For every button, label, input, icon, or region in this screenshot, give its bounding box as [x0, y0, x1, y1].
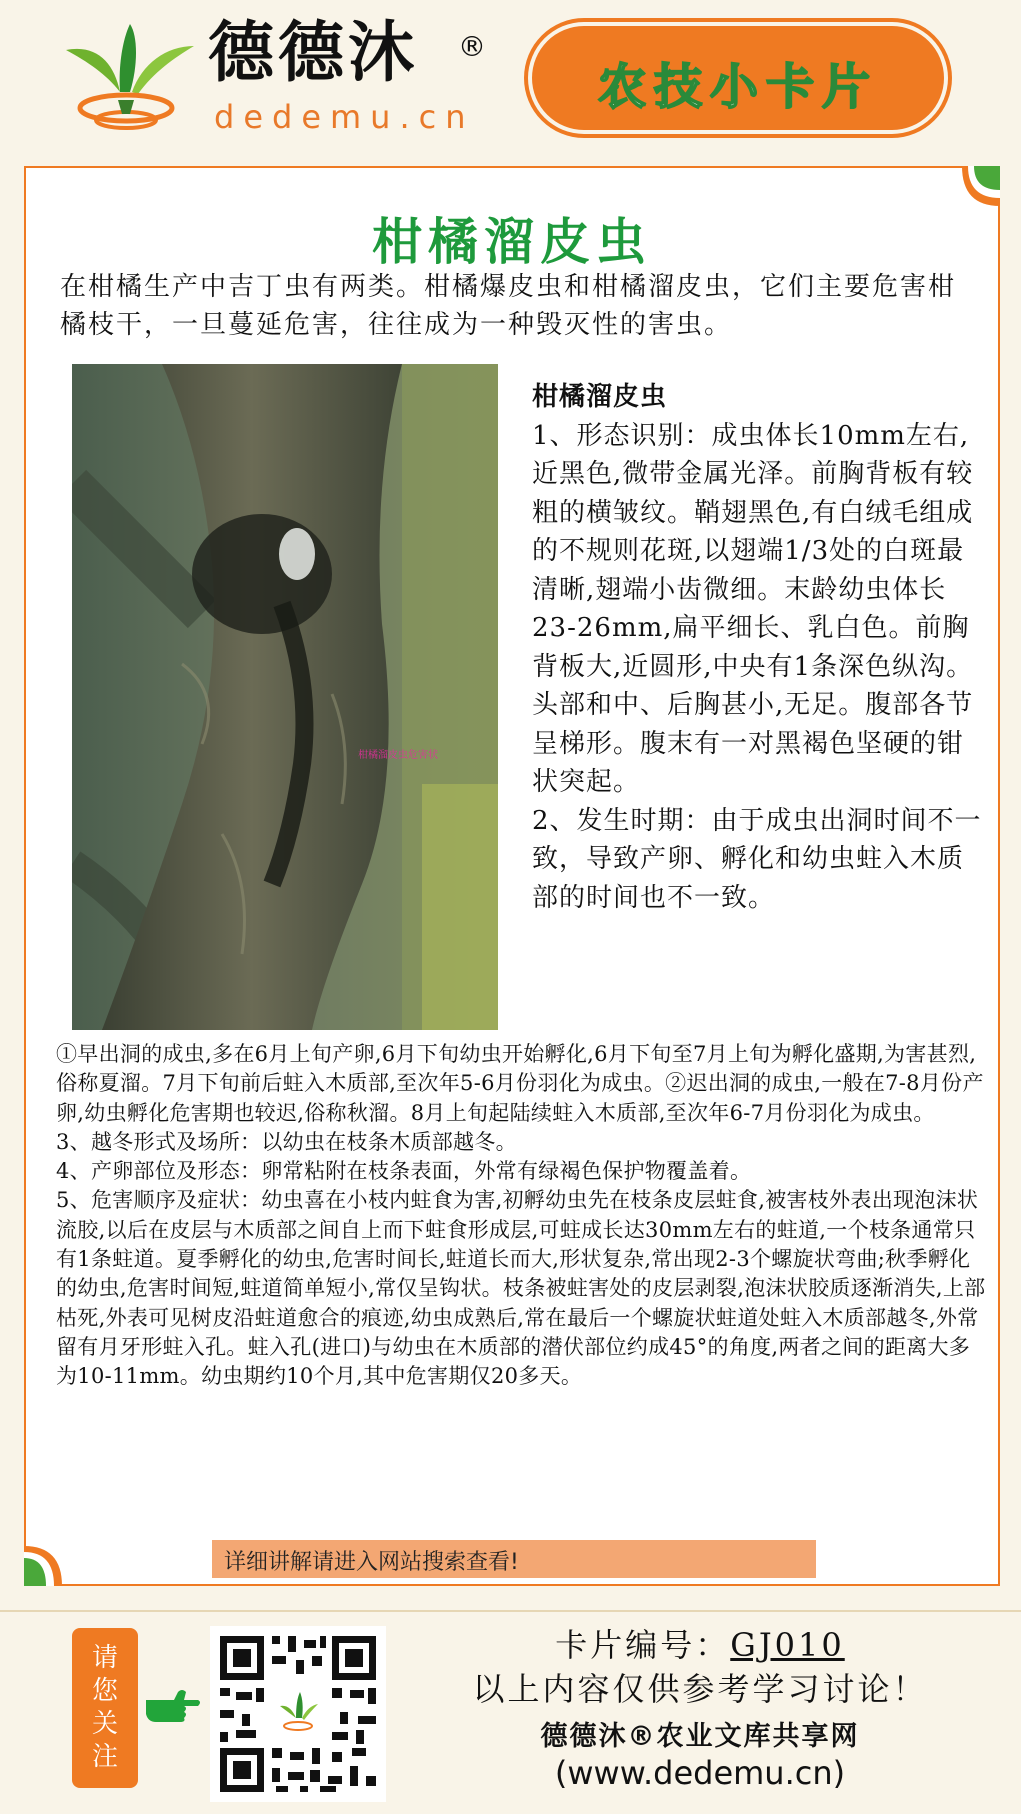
more-info-text: 详细讲解请进入网站搜索查看! — [224, 1550, 519, 1575]
page-title: 柑橘溜皮虫 — [372, 213, 652, 271]
body-paragraph: 5、危害顺序及症状：幼虫喜在小枝内蛀食为害,初孵幼虫先在枝条皮层蛀食,被害枝外表出现泡沫状流胶,以后在皮层与木质部之间自上而下蛀食形成层,可蛀成长达30mm左右的蛀道,一个枝条通常只有1条蛀道。夏季孵化的幼虫,危害时间长,蛀道长而大,形状复杂,常出现2-3个螺旋状弯曲;秋季孵化的幼虫,危害时间短,蛀道简单短小,常仅呈钩状。枝条被蛀害处的皮层剥裂,泡沫状胶质逐渐消失,上部枯死,外表可见树皮沿蛀道愈合的痕迹,幼虫成熟后,常在最后一个螺旋状蛀道处蛀入木质部越冬,外常留有月牙形蛀入孔。蛀入孔(进口)与幼虫在木质部的潜伏部位约成45°的角度,两者之间的距离大多为10-11mm。幼虫期约10个月,其中危害期仅20多天。 — [56, 1188, 986, 1389]
card-number-label: 卡片编号： — [555, 1626, 731, 1664]
badge-label: 农技小卡片 — [597, 59, 878, 115]
tree-trunk-photo — [72, 364, 498, 1030]
corner-decoration-icon — [24, 1540, 68, 1586]
follow-char: 请 — [91, 1643, 118, 1673]
content-card — [24, 166, 1000, 1586]
intro-text: 在柑橘生产中吉丁虫有两类。柑橘爆皮虫和柑橘溜皮虫，它们主要危害柑橘枝干，一旦蔓延危害，往往成为一种毁灭性的害虫。 — [60, 272, 957, 340]
follow-char: 注 — [91, 1742, 118, 1772]
tree-trunk-image — [72, 364, 498, 1030]
body-paragraph: ①早出洞的成虫,多在6月上旬产卵,6月下旬幼虫开始孵化,6月下旬至7月上旬为孵化盛期,为害甚烈,俗称夏溜。7月下旬前后蛀入木质部,至次年5-6月份羽化为成虫。②迟出洞的成虫,一般在7-8月份产卵,幼虫孵化危害期也较迟,俗称秋溜。8月上旬起陆续蛀入木质部,至次年6-7月份羽化为成虫。 — [56, 1042, 984, 1125]
body-paragraph: 3、越冬形式及场所：以幼虫在枝条木质部越冬。 — [56, 1129, 517, 1154]
follow-char: 关 — [91, 1709, 118, 1739]
photo-caption: 柑橘溜皮虫危害状 — [358, 750, 438, 761]
qr-code-icon[interactable] — [210, 1626, 386, 1802]
main-text — [56, 1040, 986, 1392]
follow-us-text — [72, 1642, 138, 1774]
site-url-link[interactable]: (www.dedemu.cn) — [554, 1754, 846, 1792]
registered-mark: ® — [458, 30, 486, 63]
body-paragraph: 4、产卵部位及形态：卵常粘附在枝条表面，外常有绿褐色保护物覆盖着。 — [56, 1159, 752, 1184]
card-number-value: GJ010 — [730, 1626, 845, 1664]
disclaimer-text: 以上内容仅供参考学习讨论！ — [472, 1670, 928, 1708]
pointing-hand-icon — [144, 1686, 202, 1726]
brand-url: dedemu.cn — [214, 98, 475, 136]
follow-us-tag — [72, 1628, 138, 1788]
site-name: 德德沐®农业文库共享网 — [540, 1721, 860, 1752]
occurrence-paragraph: 2、发生时期：由于成虫出洞时间不一致，导致产卵、孵化和幼虫蛀入木质部的时间也不一致。 — [532, 805, 982, 913]
side-description — [532, 378, 988, 917]
more-info-bar — [212, 1540, 816, 1578]
sprout-logo-icon — [58, 22, 198, 142]
morphology-paragraph: 1、形态识别：成虫体长10mm左右,近黑色,微带金属光泽。前胸背板有较粗的横皱纹。鞘翅黑色,有白绒毛组成的不规则花斑,以翅端1/3处的白斑最清晰,翅端小齿微细。末龄幼虫体长23-26mm,扁平细长、乳白色。前胸背板大,近圆形,中央有1条深色纵沟。头部和中、后胸甚小,无足。腹部各节呈梯形。腹末有一对黑褐色坚硬的钳状突起。 — [532, 420, 974, 797]
section-heading: 柑橘溜皮虫 — [532, 382, 668, 412]
card-number — [420, 1620, 980, 1666]
card-type-badge — [532, 26, 944, 130]
follow-char: 您 — [91, 1676, 118, 1706]
footer-divider — [0, 1610, 1021, 1612]
brand-name: 德德沐 — [208, 14, 418, 91]
